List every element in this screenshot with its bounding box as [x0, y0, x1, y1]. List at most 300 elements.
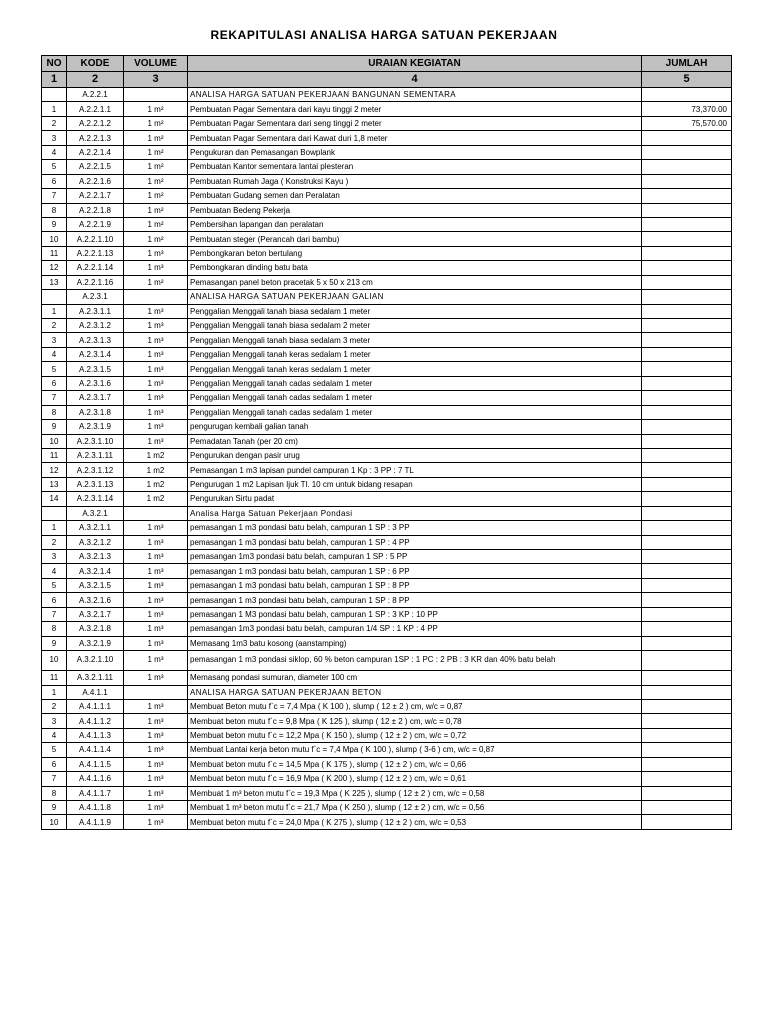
cell-kode: A.4.1.1.5 [67, 757, 124, 771]
cell-uraian: Membuat Lantai kerja beton mutu f`c = 7,4 Mpa ( K 100 ), slump ( 3-6 ) cm, w/c = 0,87 [188, 743, 642, 757]
table-row [42, 699, 732, 713]
cell-volume: 1 m³ [124, 757, 188, 771]
cell-uraian: pemasangan 1m3 pondasi batu belah, campuran 1/4 SP : 1 KP : 4 PP [188, 622, 642, 636]
cell-uraian: ANALISA HARGA SATUAN PEKERJAAN BANGUNAN SEMENTARA [188, 88, 642, 102]
cell-no: 6 [42, 376, 67, 390]
cell-volume: 1 m³ [124, 593, 188, 607]
cell-volume: 1 m2 [124, 448, 188, 462]
cell-jumlah [642, 347, 732, 361]
cell-jumlah [642, 743, 732, 757]
cell-volume: 1 m³ [124, 772, 188, 786]
cell-jumlah [642, 160, 732, 174]
cell-jumlah [642, 131, 732, 145]
cell-jumlah [642, 772, 732, 786]
header-uraian-index: 4 [188, 72, 642, 88]
header-index-row [42, 72, 732, 88]
cell-volume: 1 m² [124, 116, 188, 130]
cell-kode: A.2.3.1.2 [67, 319, 124, 333]
cell-no: 1 [42, 102, 67, 116]
cell-jumlah [642, 420, 732, 434]
cell-kode: A.2.3.1.1 [67, 304, 124, 318]
cell-kode: A.4.1.1.8 [67, 801, 124, 815]
cell-no [42, 506, 67, 520]
header-jumlah: JUMLAH [642, 56, 732, 72]
cell-uraian: Penggalian Menggali tanah biasa sedalam 3 meter [188, 333, 642, 347]
cell-uraian: Pembuatan Rumah Jaga ( Konstruksi Kayu ) [188, 174, 642, 188]
cell-no: 5 [42, 743, 67, 757]
cell-uraian: pemasangan 1 m3 pondasi batu belah, campuran 1 SP : 3 PP [188, 521, 642, 535]
cell-jumlah [642, 261, 732, 275]
cell-no: 10 [42, 434, 67, 448]
cell-volume [124, 290, 188, 304]
cell-no: 4 [42, 564, 67, 578]
cell-no: 8 [42, 405, 67, 419]
table-row [42, 189, 732, 203]
table-row [42, 261, 732, 275]
cell-uraian: Pengukuran dan Pemasangan Bowplank [188, 145, 642, 159]
cell-jumlah [642, 593, 732, 607]
cell-kode: A.2.2.1.4 [67, 145, 124, 159]
cell-kode: A.2.2.1.6 [67, 174, 124, 188]
table-row [42, 477, 732, 491]
cell-volume: 1 m³ [124, 333, 188, 347]
cell-kode: A.2.3.1 [67, 290, 124, 304]
cell-uraian: Pemasangan panel beton pracetak 5 x 50 x 213 cm [188, 275, 642, 289]
cell-jumlah [642, 699, 732, 713]
table-row [42, 550, 732, 564]
table-row [42, 714, 732, 728]
header-kode-index: 2 [67, 72, 124, 88]
cell-volume: 1 m³ [124, 391, 188, 405]
cell-uraian: Penggalian Menggali tanah keras sedalam 1 meter [188, 347, 642, 361]
cell-uraian: Memasang pondasi sumuran, diameter 100 cm [188, 671, 642, 685]
cell-uraian: Pengurugan 1 m2 Lapisan Ijuk Tl. 10 cm untuk bidang resapan [188, 477, 642, 491]
cell-uraian: Pembuatan Pagar Sementara dari kayu tinggi 2 meter [188, 102, 642, 116]
cell-no: 9 [42, 801, 67, 815]
table-row [42, 593, 732, 607]
cell-volume: 1 m³ [124, 535, 188, 549]
cell-volume: 1 m³ [124, 728, 188, 742]
cell-volume: 1 m³ [124, 405, 188, 419]
cell-kode: A.2.2.1.5 [67, 160, 124, 174]
cell-volume: 1 m² [124, 102, 188, 116]
cell-volume: 1 m² [124, 203, 188, 217]
cell-jumlah [642, 391, 732, 405]
cell-no: 7 [42, 607, 67, 621]
cell-kode: A.3.2.1.11 [67, 671, 124, 685]
cell-jumlah: 73,370.00 [642, 102, 732, 116]
table-row [42, 463, 732, 477]
table-row [42, 333, 732, 347]
cell-jumlah [642, 333, 732, 347]
cell-jumlah [642, 434, 732, 448]
table-row [42, 757, 732, 771]
table-row [42, 492, 732, 506]
cell-volume: 1 m³ [124, 786, 188, 800]
cell-kode: A.3.2.1.6 [67, 593, 124, 607]
cell-uraian: Penggalian Menggali tanah biasa sedalam 1 meter [188, 304, 642, 318]
cell-kode: A.4.1.1 [67, 685, 124, 699]
cell-volume [124, 88, 188, 102]
cell-kode: A.2.3.1.10 [67, 434, 124, 448]
cell-jumlah [642, 448, 732, 462]
cell-kode: A.4.1.1.2 [67, 714, 124, 728]
section-row [42, 506, 732, 520]
cell-kode: A.3.2.1.7 [67, 607, 124, 621]
table-row [42, 434, 732, 448]
cell-uraian: pemasangan 1 m3 pondasi batu belah, campuran 1 SP : 8 PP [188, 578, 642, 592]
cell-volume: 1 m³ [124, 801, 188, 815]
cell-no: 3 [42, 550, 67, 564]
table-row [42, 448, 732, 462]
cell-uraian: pemasangan 1 m3 pondasi batu belah, campuran 1 SP : 6 PP [188, 564, 642, 578]
cell-no: 7 [42, 772, 67, 786]
table-row [42, 391, 732, 405]
table-row [42, 217, 732, 231]
cell-kode: A.2.3.1.11 [67, 448, 124, 462]
cell-jumlah [642, 477, 732, 491]
cell-kode: A.3.2.1.5 [67, 578, 124, 592]
cell-volume: 1 m2 [124, 492, 188, 506]
cell-volume: 1 m³ [124, 304, 188, 318]
cell-volume: 1 m³ [124, 261, 188, 275]
cell-volume: 1 m² [124, 275, 188, 289]
cell-no: 9 [42, 217, 67, 231]
cell-volume: 1 m² [124, 174, 188, 188]
cell-kode: A.4.1.1.7 [67, 786, 124, 800]
cell-kode: A.2.2.1.13 [67, 246, 124, 260]
cell-jumlah [642, 189, 732, 203]
cell-uraian: Membuat Beton mutu f`c = 7,4 Mpa ( K 100 ), slump ( 12 ± 2 ) cm, w/c = 0,87 [188, 699, 642, 713]
cell-jumlah [642, 246, 732, 260]
cell-jumlah [642, 550, 732, 564]
cell-uraian: Membuat 1 m³ beton mutu f`c = 21,7 Mpa ( K 250 ), slump ( 12 ± 2 ) cm, w/c = 0,56 [188, 801, 642, 815]
section-row [42, 88, 732, 102]
cell-volume: 1 m³ [124, 420, 188, 434]
cell-kode: A.2.3.1.6 [67, 376, 124, 390]
table-row [42, 786, 732, 800]
cell-kode: A.2.2.1.16 [67, 275, 124, 289]
cell-no: 13 [42, 477, 67, 491]
table-row [42, 743, 732, 757]
cell-jumlah [642, 217, 732, 231]
table-row [42, 102, 732, 116]
cell-uraian: pemasangan 1 m3 pondasi batu belah, campuran 1 SP : 4 PP [188, 535, 642, 549]
cell-kode: A.4.1.1.6 [67, 772, 124, 786]
table-row [42, 203, 732, 217]
cell-no: 6 [42, 593, 67, 607]
cell-uraian: Pembongkaran dinding batu bata [188, 261, 642, 275]
cell-no: 6 [42, 174, 67, 188]
cell-jumlah [642, 232, 732, 246]
cell-uraian: Pembuatan Pagar Sementara dari seng tinggi 2 meter [188, 116, 642, 130]
cell-no: 5 [42, 362, 67, 376]
cell-no: 2 [42, 535, 67, 549]
cell-jumlah [642, 88, 732, 102]
header-no: NO [42, 56, 67, 72]
section-row [42, 290, 732, 304]
cell-no: 11 [42, 671, 67, 685]
cell-jumlah [642, 815, 732, 829]
cell-jumlah [642, 757, 732, 771]
cell-uraian: Pembongkaran beton bertulang [188, 246, 642, 260]
cell-jumlah [642, 362, 732, 376]
cell-no: 4 [42, 145, 67, 159]
cell-no: 9 [42, 420, 67, 434]
cell-uraian: Membuat beton mutu f`c = 9,8 Mpa ( K 125 ), slump ( 12 ± 2 ) cm, w/c = 0,78 [188, 714, 642, 728]
cell-kode: A.2.3.1.13 [67, 477, 124, 491]
cell-no: 5 [42, 160, 67, 174]
cell-volume: 1 m² [124, 189, 188, 203]
cell-uraian: Pembuatan Pagar Sementara dari Kawat duri 1,8 meter [188, 131, 642, 145]
table-row [42, 319, 732, 333]
cell-uraian: Penggalian Menggali tanah biasa sedalam 2 meter [188, 319, 642, 333]
cell-volume: 1 m³ [124, 376, 188, 390]
cell-no: 8 [42, 786, 67, 800]
cell-kode: A.2.3.1.4 [67, 347, 124, 361]
cell-no: 13 [42, 275, 67, 289]
cell-volume: 1 m³ [124, 362, 188, 376]
cell-kode: A.2.2.1.1 [67, 102, 124, 116]
cell-volume: 1 m³ [124, 671, 188, 685]
cell-uraian: ANALISA HARGA SATUAN PEKERJAAN GALIAN [188, 290, 642, 304]
table-row [42, 772, 732, 786]
table-row [42, 578, 732, 592]
cell-uraian: Penggalian Menggali tanah cadas sedalam 1 meter [188, 405, 642, 419]
cell-no: 6 [42, 757, 67, 771]
cell-volume: 1 m³ [124, 578, 188, 592]
cell-uraian: Membuat 1 m³ beton mutu f`c = 19,3 Mpa ( K 225 ), slump ( 12 ± 2 ) cm, w/c = 0,58 [188, 786, 642, 800]
cell-no: 2 [42, 319, 67, 333]
cell-volume: 1 m² [124, 160, 188, 174]
cell-uraian: Pemasangan 1 m3 lapisan pundel campuran 1 Kp : 3 PP : 7 TL [188, 463, 642, 477]
cell-no: 10 [42, 232, 67, 246]
document-title: REKAPITULASI ANALISA HARGA SATUAN PEKERJAAN [210, 28, 558, 42]
cell-uraian: Penggalian Menggali tanah keras sedalam 1 meter [188, 362, 642, 376]
cell-jumlah [642, 319, 732, 333]
header-jumlah-index: 5 [642, 72, 732, 88]
cell-kode: A.3.2.1.8 [67, 622, 124, 636]
cell-uraian: Membuat beton mutu f`c = 24,0 Mpa ( K 275 ), slump ( 12 ± 2 ) cm, w/c = 0,53 [188, 815, 642, 829]
cell-volume: 1 m² [124, 145, 188, 159]
table-row [42, 275, 732, 289]
table-row [42, 174, 732, 188]
cell-volume [124, 685, 188, 699]
cell-volume: 1 m³ [124, 550, 188, 564]
table-row [42, 131, 732, 145]
cell-uraian: Pengurukan dengan pasir urug [188, 448, 642, 462]
cell-uraian: Penggalian Menggali tanah cadas sedalam 1 meter [188, 376, 642, 390]
cell-jumlah [642, 203, 732, 217]
cell-kode: A.2.2.1.2 [67, 116, 124, 130]
cell-volume: 1 m³ [124, 434, 188, 448]
cell-jumlah [642, 651, 732, 671]
cell-uraian: pengurugan kembali galian tanah [188, 420, 642, 434]
cell-kode: A.2.2.1.8 [67, 203, 124, 217]
table-row [42, 420, 732, 434]
cell-jumlah: 75,570.00 [642, 116, 732, 130]
cell-no: 1 [42, 304, 67, 318]
cell-uraian: Pembuatan Bedeng Pekerja [188, 203, 642, 217]
cell-no: 5 [42, 578, 67, 592]
cell-kode: A.2.3.1.9 [67, 420, 124, 434]
cell-jumlah [642, 521, 732, 535]
cell-kode: A.3.2.1 [67, 506, 124, 520]
cell-uraian: pemasangan 1 M3 pondasi batu belah, campuran 1 SP : 3 KP : 10 PP [188, 607, 642, 621]
header-kode: KODE [67, 56, 124, 72]
cell-jumlah [642, 564, 732, 578]
cell-no: 7 [42, 391, 67, 405]
cell-volume [124, 506, 188, 520]
cell-no: 14 [42, 492, 67, 506]
cell-jumlah [642, 607, 732, 621]
header-uraian: URAIAN KEGIATAN [188, 56, 642, 72]
cell-volume: 1 m³ [124, 607, 188, 621]
cell-volume: 1 m² [124, 232, 188, 246]
cell-no: 7 [42, 189, 67, 203]
cell-uraian: pemasangan 1 m3 pondasi batu belah, campuran 1 SP : 8 PP [188, 593, 642, 607]
cell-volume: 1 m³ [124, 622, 188, 636]
table-row [42, 728, 732, 742]
cell-volume: 1 m2 [124, 477, 188, 491]
cell-no: 4 [42, 347, 67, 361]
cell-uraian: Pemadatan Tanah (per 20 cm) [188, 434, 642, 448]
cell-kode: A.2.2.1 [67, 88, 124, 102]
cell-uraian: Membuat beton mutu f`c = 12,2 Mpa ( K 150 ), slump ( 12 ± 2 ) cm, w/c = 0,72 [188, 728, 642, 742]
cell-jumlah [642, 671, 732, 685]
cell-jumlah [642, 492, 732, 506]
cell-jumlah [642, 405, 732, 419]
cell-no: 12 [42, 261, 67, 275]
cell-volume: 1 m³ [124, 743, 188, 757]
cell-jumlah [642, 728, 732, 742]
cell-jumlah [642, 622, 732, 636]
cell-uraian: ANALISA HARGA SATUAN PEKERJAAN BETON [188, 685, 642, 699]
cell-uraian: Pembuatan Gudang semen dan Peralatan [188, 189, 642, 203]
cell-volume: 1 m³ [124, 636, 188, 650]
cell-no: 8 [42, 203, 67, 217]
cell-kode: A.3.2.1.9 [67, 636, 124, 650]
cell-jumlah [642, 714, 732, 728]
cell-kode: A.3.2.1.1 [67, 521, 124, 535]
cell-jumlah [642, 801, 732, 815]
cell-volume: 1 m³ [124, 246, 188, 260]
table-row [42, 376, 732, 390]
cell-no: 4 [42, 728, 67, 742]
cell-kode: A.2.2.1.14 [67, 261, 124, 275]
cell-no: 9 [42, 636, 67, 650]
cell-kode: A.2.2.1.3 [67, 131, 124, 145]
cell-kode: A.2.3.1.8 [67, 405, 124, 419]
cell-jumlah [642, 304, 732, 318]
cell-no: 11 [42, 246, 67, 260]
cell-jumlah [642, 578, 732, 592]
table-row [42, 232, 732, 246]
cell-volume: 1 m³ [124, 564, 188, 578]
cell-volume: 1 m³ [124, 714, 188, 728]
cell-no: 1 [42, 521, 67, 535]
table-row [42, 145, 732, 159]
cell-jumlah [642, 463, 732, 477]
table-row [42, 564, 732, 578]
cell-kode: A.3.2.1.3 [67, 550, 124, 564]
cell-kode: A.2.3.1.7 [67, 391, 124, 405]
section-row [42, 685, 732, 699]
cell-uraian: Pengurukan Sirtu padat [188, 492, 642, 506]
table-row [42, 362, 732, 376]
cell-kode: A.4.1.1.1 [67, 699, 124, 713]
cell-volume: 1 m² [124, 131, 188, 145]
cell-volume: 1 m³ [124, 815, 188, 829]
cell-jumlah [642, 145, 732, 159]
table-row [42, 636, 732, 650]
table-row [42, 607, 732, 621]
table-row [42, 347, 732, 361]
cell-kode: A.2.2.1.7 [67, 189, 124, 203]
cell-jumlah [642, 174, 732, 188]
cell-no: 12 [42, 463, 67, 477]
header-volume-index: 3 [124, 72, 188, 88]
cell-jumlah [642, 290, 732, 304]
cell-no: 8 [42, 622, 67, 636]
header-row [42, 56, 732, 72]
cell-no: 11 [42, 448, 67, 462]
table-body [42, 88, 732, 830]
cell-kode: A.3.2.1.2 [67, 535, 124, 549]
cell-no: 3 [42, 333, 67, 347]
cell-no: 3 [42, 714, 67, 728]
cell-volume: 1 m³ [124, 347, 188, 361]
header-volume: VOLUME [124, 56, 188, 72]
cell-kode: A.4.1.1.4 [67, 743, 124, 757]
cell-kode: A.4.1.1.9 [67, 815, 124, 829]
cell-no: 2 [42, 699, 67, 713]
table-row [42, 160, 732, 174]
cell-no: 10 [42, 651, 67, 671]
cell-jumlah [642, 275, 732, 289]
cell-no: 2 [42, 116, 67, 130]
cell-uraian: Memasang 1m3 batu kosong (aanstamping) [188, 636, 642, 650]
cell-volume: 1 m2 [124, 463, 188, 477]
cell-no: 3 [42, 131, 67, 145]
cell-kode: A.2.2.1.9 [67, 217, 124, 231]
table-row [42, 671, 732, 685]
table-row [42, 116, 732, 130]
table-row [42, 246, 732, 260]
cell-kode: A.2.3.1.14 [67, 492, 124, 506]
cell-uraian: pemasangan 1m3 pondasi batu belah, campuran 1 SP : 5 PP [188, 550, 642, 564]
cell-uraian: Pembuatan steger (Perancah dari bambu) [188, 232, 642, 246]
cell-kode: A.3.2.1.4 [67, 564, 124, 578]
table-row [42, 622, 732, 636]
cell-uraian: Pembuatan Kantor sementara lantai plesteran [188, 160, 642, 174]
cell-kode: A.2.3.1.12 [67, 463, 124, 477]
cell-volume: 1 m³ [124, 319, 188, 333]
cell-no: 1 [42, 685, 67, 699]
cell-kode: A.2.2.1.10 [67, 232, 124, 246]
cell-jumlah [642, 506, 732, 520]
cell-jumlah [642, 535, 732, 549]
table-row [42, 815, 732, 829]
cell-kode: A.2.3.1.5 [67, 362, 124, 376]
cell-kode: A.3.2.1.10 [67, 651, 124, 671]
cell-uraian: Analisa Harga Satuan Pekerjaan Pondasi [188, 506, 642, 520]
cell-uraian: Membuat beton mutu f`c = 16,9 Mpa ( K 200 ), slump ( 12 ± 2 ) cm, w/c = 0,61 [188, 772, 642, 786]
cell-no [42, 290, 67, 304]
cell-no: 10 [42, 815, 67, 829]
cell-uraian: pemasangan 1 m3 pondasi siklop, 60 % beton campuran 1SP : 1 PC : 2 PB : 3 KR dan 40% batu belah [188, 651, 642, 671]
table-row [42, 651, 732, 671]
